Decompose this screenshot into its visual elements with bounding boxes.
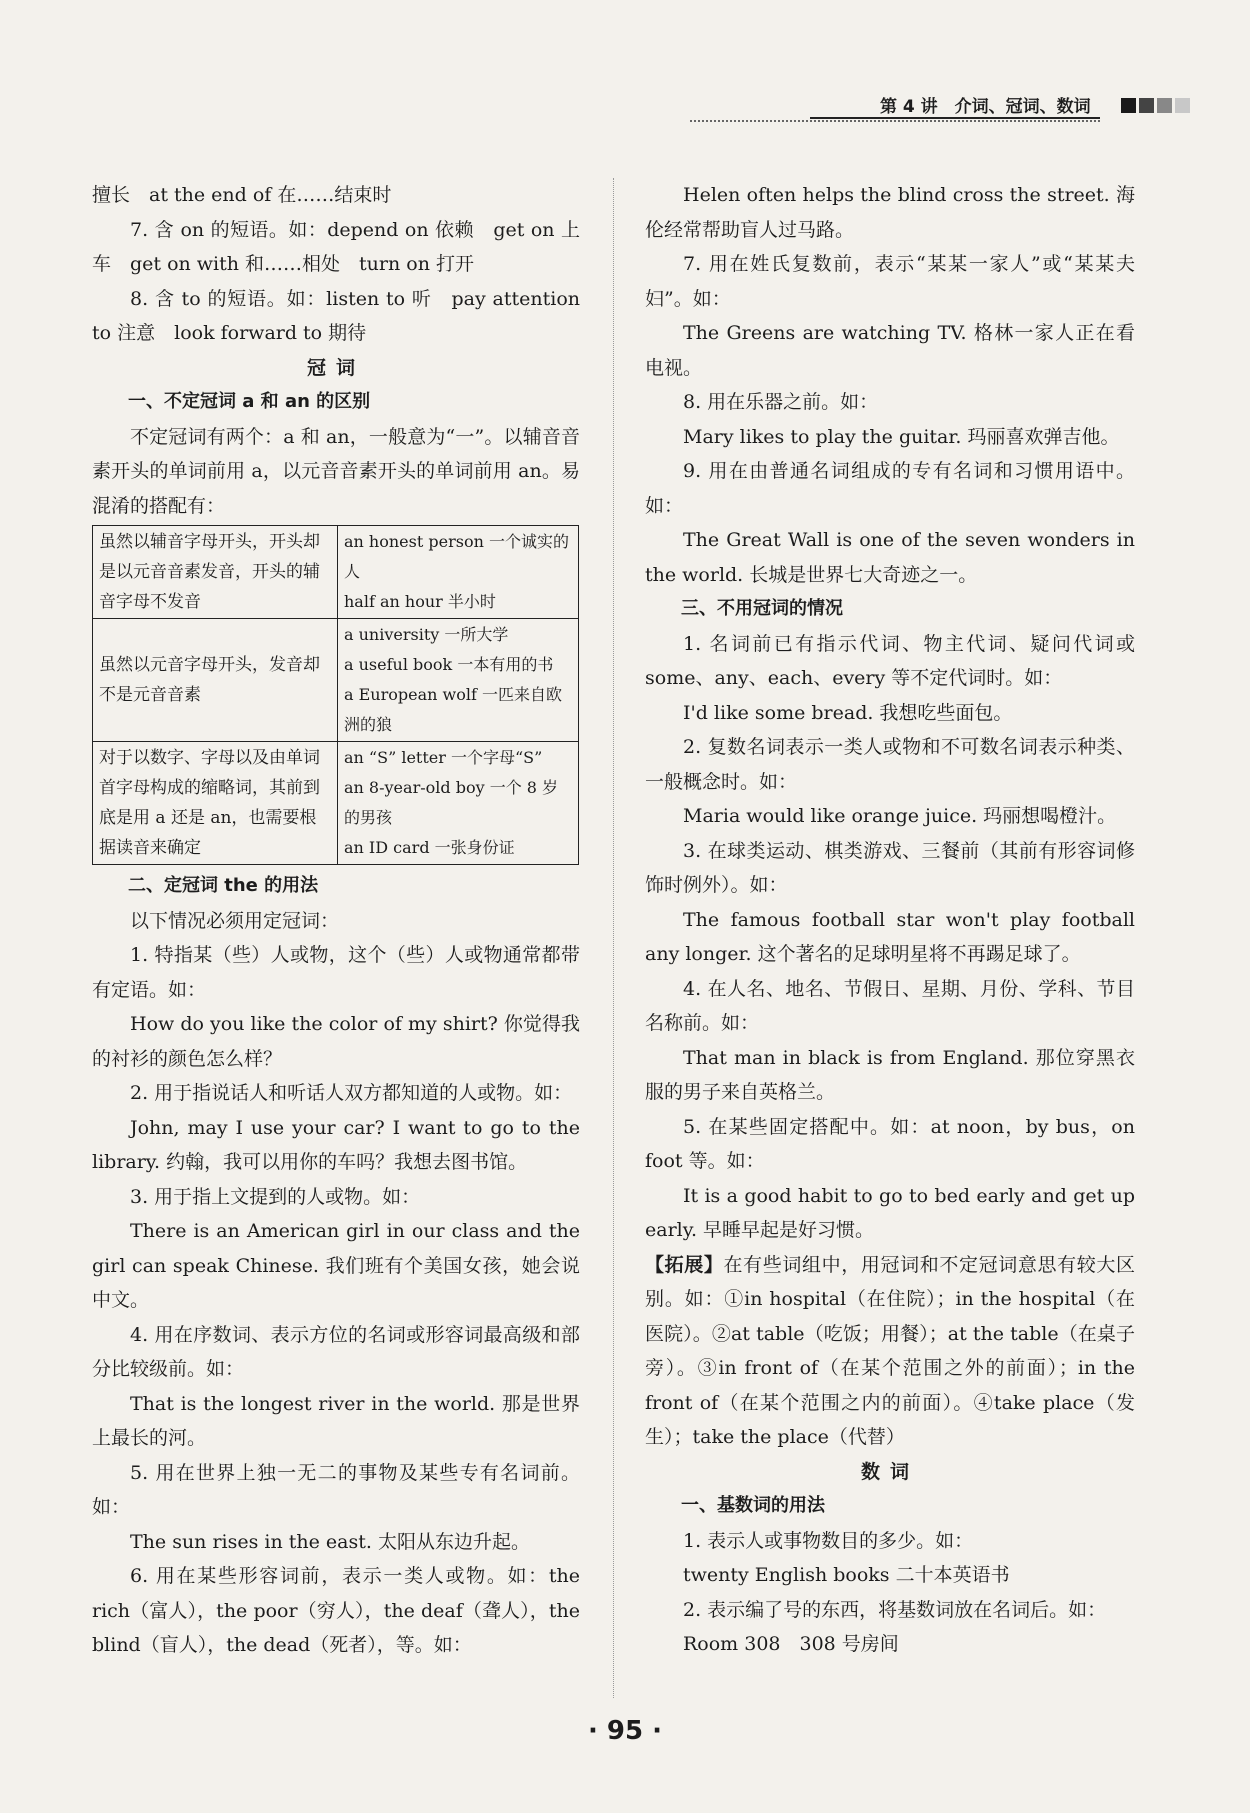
example-line: an honest person 一个诚实的人 xyxy=(344,532,569,581)
example-sentence: That is the longest river in the world. 那是世界上最长的河。 xyxy=(92,1392,580,1449)
example-sentence: Mary likes to play the guitar. 玛丽喜欢弹吉他。 xyxy=(683,425,1120,448)
extension-note xyxy=(645,1248,1135,1455)
example-sentence: The Great Wall is one of the seven wonders in the world. 长城是世界七大奇迹之一。 xyxy=(645,529,1135,586)
paragraph: 1. 名词前已有指示代词、物主代词、疑问代词或 some、any、each、every 等不定代词时。如： xyxy=(645,632,1135,689)
table-cell-examples xyxy=(338,619,579,742)
example-sentence: The famous football star won't play football any longer. 这个著名的足球明星将不再踢足球了。 xyxy=(645,908,1135,965)
left-column xyxy=(92,178,580,1663)
table-cell-rule: 对于以数字、字母以及由单词首字母构成的缩略词，其前到底是用 a 还是 an，也需要根据读音来确定 xyxy=(93,742,338,865)
right-column xyxy=(645,178,1135,1662)
extension-text: 在有些词组中，用冠词和不定冠词意思有较大区别。如：①in hospital（在住院）；in the hospital（在医院）。②at table（吃饭；用餐）；at the table（在桌子旁）。③in front of（在某个范围之外的前面）；in the front of（在某个范围之内的前面）。④take place（发生）；take the place（代替） xyxy=(645,1253,1135,1448)
section-title-numeral: 数词 xyxy=(860,1460,919,1483)
extension-label: 【拓展】 xyxy=(645,1253,724,1276)
example-sentence: How do you like the color of my shirt? 你觉得我的衬衫的颜色怎么样？ xyxy=(92,1013,580,1070)
paragraph: 以下情况必须用定冠词： xyxy=(130,909,340,932)
square-1 xyxy=(1121,98,1136,113)
table-cell-rule: 虽然以辅音字母开头，开头却是以元音音素发音，开头的辅音字母不发音 xyxy=(93,526,338,619)
paragraph: 5. 在某些固定搭配中。如：at noon，by bus，on foot 等。如： xyxy=(645,1115,1135,1172)
example-sentence: John, may I use your car? I want to go to the library. 约翰，我可以用你的车吗？我想去图书馆。 xyxy=(92,1116,580,1173)
example-line: an 8-year-old boy 一个 8 岁的男孩 xyxy=(344,778,559,827)
paragraph: 2. 复数名词表示一类人或物和不可数名词表示种类、一般概念时。如： xyxy=(645,736,1135,793)
header-solid-rule xyxy=(810,117,1100,119)
table-cell-examples xyxy=(338,742,579,865)
paragraph: 4. 用在序数词、表示方位的名词或形容词最高级和部分比较级前。如： xyxy=(92,1323,580,1380)
paragraph: 1. 特指某（些）人或物，这个（些）人或物通常都带有定语。如： xyxy=(92,944,580,1001)
paragraph: 不定冠词有两个：a 和 an，一般意为“一”。以辅音音素开头的单词前用 a，以元音音素开头的单词前用 an。易混淆的搭配有： xyxy=(92,425,580,517)
example-line: an ID card 一张身份证 xyxy=(344,838,515,857)
paragraph: 4. 在人名、地名、节假日、星期、月份、学科、节目名称前。如： xyxy=(645,977,1135,1034)
square-3 xyxy=(1157,98,1172,113)
example-sentence: The sun rises in the east. 太阳从东边升起。 xyxy=(130,1530,530,1553)
article-comparison-table xyxy=(92,525,579,865)
section-title-article: 冠词 xyxy=(306,356,365,379)
example-line: a European wolf 一匹来自欧洲的狼 xyxy=(344,685,562,734)
paragraph: 擅长 at the end of 在……结束时 xyxy=(92,184,392,206)
example-line: an “S” letter 一个字母“S” xyxy=(344,748,543,767)
example-sentence: There is an American girl in our class and the girl can speak Chinese. 我们班有个美国女孩，她会说中文。 xyxy=(92,1220,580,1311)
subheading: 一、基数词的用法 xyxy=(681,1495,825,1516)
table-cell-rule: 虽然以元音字母开头，发音却不是元音音素 xyxy=(93,619,338,742)
subheading: 二、定冠词 the 的用法 xyxy=(128,875,319,896)
paragraph: 2. 表示编了号的东西，将基数词放在名词后。如： xyxy=(683,1598,1107,1621)
example-line: a useful book 一本有用的书 xyxy=(344,655,554,674)
table-row xyxy=(93,619,579,742)
table-row xyxy=(93,742,579,865)
page-number: · 95 · xyxy=(587,1716,663,1746)
example-sentence: twenty English books 二十本英语书 xyxy=(683,1564,1010,1586)
paragraph: 9. 用在由普通名词组成的专有名词和习惯用语中。如： xyxy=(645,460,1135,517)
paragraph: 3. 用于指上文提到的人或物。如： xyxy=(130,1185,421,1208)
subheading: 一、不定冠词 a 和 an 的区别 xyxy=(128,391,371,412)
paragraph: 8. 用在乐器之前。如： xyxy=(683,391,879,413)
example-sentence: I'd like some bread. 我想吃些面包。 xyxy=(683,701,1013,724)
example-sentence: The Greens are watching TV. 格林一家人正在看电视。 xyxy=(645,322,1135,379)
table-row xyxy=(93,526,579,619)
running-header xyxy=(690,92,1190,126)
example-sentence: Room 308 308 号房间 xyxy=(683,1633,899,1655)
square-2 xyxy=(1139,98,1154,113)
column-divider xyxy=(613,178,614,1698)
header-title: 第 4 讲 介词、冠词、数词 xyxy=(880,97,1091,117)
table-cell-examples xyxy=(338,526,579,619)
paragraph: 3. 在球类运动、棋类游戏、三餐前（其前有形容词修饰时例外）。如： xyxy=(645,839,1135,896)
example-sentence: It is a good habit to go to bed early and get up early. 早睡早起是好习惯。 xyxy=(645,1184,1135,1241)
paragraph: 6. 用在某些形容词前，表示一类人或物。如：the rich（富人），the poor（穷人），the deaf（聋人），the blind（盲人），the dead（死者），等。如： xyxy=(92,1565,580,1656)
example-sentence: Helen often helps the blind cross the street. 海伦经常帮助盲人过马路。 xyxy=(645,184,1135,241)
paragraph: 8. 含 to 的短语。如：listen to 听 pay attention to 注意 look forward to 期待 xyxy=(92,287,580,344)
paragraph: 1. 表示人或事物数目的多少。如： xyxy=(683,1529,974,1552)
subheading: 三、不用冠词的情况 xyxy=(681,598,843,619)
example-line: half an hour 半小时 xyxy=(344,592,496,611)
paragraph: 7. 用在姓氏复数前，表示“某某一家人”或“某某夫妇”。如： xyxy=(645,253,1135,310)
header-square-decoration xyxy=(1121,98,1190,113)
example-line: a university 一所大学 xyxy=(344,625,509,644)
header-dotted-rule xyxy=(690,120,1100,122)
paragraph: 5. 用在世界上独一无二的事物及某些专有名词前。如： xyxy=(92,1461,580,1518)
example-sentence: Maria would like orange juice. 玛丽想喝橙汁。 xyxy=(683,805,1117,827)
example-sentence: That man in black is from England. 那位穿黑衣服的男子来自英格兰。 xyxy=(645,1046,1135,1103)
paragraph: 2. 用于指说话人和听话人双方都知道的人或物。如： xyxy=(130,1082,573,1104)
square-4 xyxy=(1175,98,1190,113)
paragraph: 7. 含 on 的短语。如：depend on 依赖 get on 上车 get on with 和……相处 turn on 打开 xyxy=(92,218,580,275)
